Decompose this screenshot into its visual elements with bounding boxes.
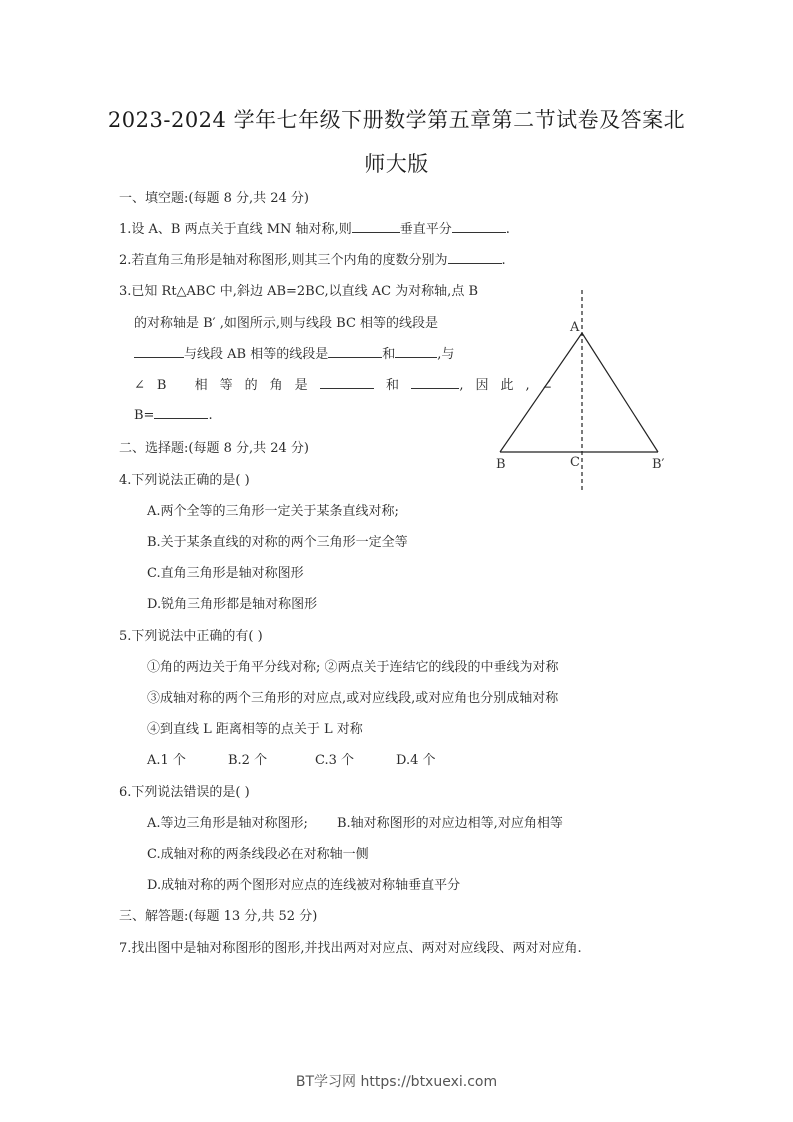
- q3-blank-bc[interactable]: [134, 345, 184, 358]
- q3-text: ∠B 相等的角是: [134, 378, 320, 393]
- label-b: B: [496, 457, 506, 472]
- label-a: A: [570, 320, 580, 335]
- q5-option-c[interactable]: C.3 个: [315, 753, 355, 768]
- q5-statement-4: ④到直线 L 距离相等的点关于 L 对称: [147, 722, 363, 737]
- question-5-stem: 5.下列说法中正确的有( ): [119, 629, 263, 644]
- question-3-line-2: 的对称轴是 B′ ,如图所示,则与线段 BC 相等的线段是: [134, 316, 439, 331]
- triangle-figure: [488, 288, 678, 493]
- q1-text-1: 1.设 A、B 两点关于直线 MN 轴对称,则: [119, 222, 352, 237]
- watermark-footer[interactable]: BT学习网 https://btxuexi.com: [295, 1074, 498, 1090]
- question-7: 7.找出图中是轴对称图形的图形,并找出两对对应点、两对对应线段、两对对应角.: [119, 941, 582, 956]
- q1-blank-2[interactable]: [452, 220, 506, 233]
- q5-statement-3: ③成轴对称的两个三角形的对应点,或对应线段,或对应角也分别成轴对称: [147, 691, 559, 706]
- q3-text: ,与: [437, 347, 455, 362]
- q4-option-a[interactable]: A.两个全等的三角形一定关于某条直线对称;: [147, 504, 399, 519]
- q3-text: .: [208, 408, 213, 423]
- q5-statement-1-2: ①角的两边关于角平分线对称; ②两点关于连结它的线段的中垂线为对称: [147, 660, 559, 675]
- q3-text: 和: [386, 378, 400, 393]
- q6-option-d[interactable]: D.成轴对称的两个图形对应点的连线被对称轴垂直平分: [147, 878, 461, 893]
- title-line-2: 师大版: [364, 152, 429, 176]
- q6-option-b[interactable]: B.轴对称图形的对应边相等,对应角相等: [337, 816, 563, 831]
- q3-blank-angle-b[interactable]: [154, 406, 208, 419]
- triangle-diagram-icon: [488, 288, 678, 493]
- q4-option-d[interactable]: D.锐角三角形都是轴对称图形: [147, 597, 318, 612]
- q2-text-1: 2.若直角三角形是轴对称图形,则其三个内角的度数分别为: [119, 253, 448, 268]
- q3-text: 与线段 AB 相等的线段是: [184, 347, 329, 362]
- q6-option-a[interactable]: A.等边三角形是轴对称图形;: [147, 816, 308, 831]
- q1-text-3: .: [505, 222, 510, 237]
- label-b-prime: B′: [652, 457, 665, 472]
- q3-blank-ab-2[interactable]: [395, 345, 437, 358]
- question-6-stem: 6.下列说法错误的是( ): [119, 785, 250, 800]
- section1-heading: 一、填空题:(每题 8 分,共 24 分): [119, 191, 309, 206]
- question-1: [119, 218, 510, 237]
- q2-text-2: .: [501, 253, 506, 268]
- q4-option-c[interactable]: C.直角三角形是轴对称图形: [147, 566, 304, 581]
- q5-option-d[interactable]: D.4 个: [396, 753, 436, 768]
- q3-blank-ab-1[interactable]: [328, 345, 382, 358]
- question-3-line-5: [134, 406, 213, 423]
- q3-blank-angle-2[interactable]: [411, 376, 459, 389]
- question-4-stem: 4.下列说法正确的是( ): [119, 473, 250, 488]
- question-3-line-1: 3.已知 Rt△ABC 中,斜边 AB=2BC,以直线 AC 为对称轴,点 B: [119, 284, 479, 299]
- section3-heading: 三、解答题:(每题 13 分,共 52 分): [119, 909, 318, 924]
- title-line-1: 2023-2024 学年七年级下册数学第五章第二节试卷及答案北: [107, 108, 686, 132]
- q4-option-b[interactable]: B.关于某条直线的对称的两个三角形一定全等: [147, 535, 408, 550]
- q3-text: ,因此,∠: [459, 378, 565, 393]
- question-3-line-3: [134, 343, 454, 362]
- section2-heading: 二、选择题:(每题 8 分,共 24 分): [119, 441, 309, 456]
- q5-option-b[interactable]: B.2 个: [228, 753, 268, 768]
- q3-text: 和: [382, 347, 396, 362]
- q5-option-a[interactable]: A.1 个: [147, 753, 186, 768]
- label-c: C: [570, 455, 580, 470]
- question-2: [119, 249, 506, 268]
- q1-blank-1[interactable]: [352, 220, 400, 233]
- question-3-line-4: [134, 374, 565, 393]
- q6-option-c[interactable]: C.成轴对称的两条线段必在对称轴一侧: [147, 847, 369, 862]
- q3-blank-angle-1[interactable]: [320, 376, 374, 389]
- q1-text-2: 垂直平分: [399, 222, 452, 237]
- q3-text: B=: [134, 408, 155, 423]
- q2-blank-1[interactable]: [448, 251, 502, 264]
